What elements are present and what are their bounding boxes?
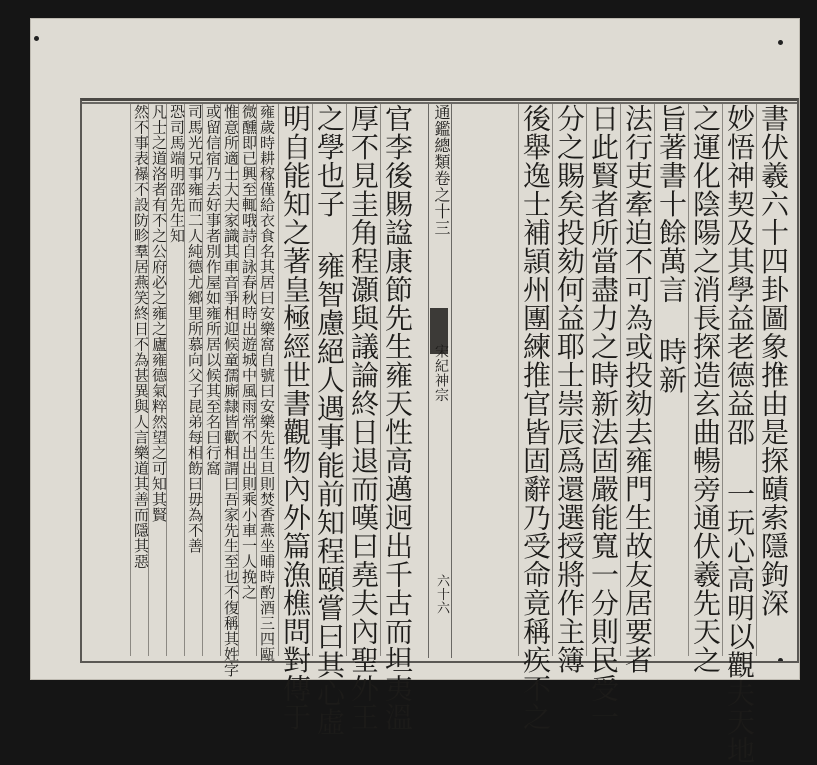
text-column-12: 明自能知之著皇極經世書觀物內外篇漁樵問對傳于: [279, 104, 312, 731]
text-column-11: 之學也子 雍智慮絕人遇事能前知程頤嘗曰其心虛: [313, 104, 346, 736]
text-column-10: 厚不見圭角程灝與議論終日退而嘆曰堯夫內聖外王: [347, 104, 380, 731]
text-column-9: 官李後賜諡康節先生雍天性高邁迥出千古而坦夷溫: [381, 104, 414, 731]
pin-mark: [778, 40, 783, 45]
small-note-1: 雍歲時耕稼僅給衣食名其居曰安樂窩自號曰安樂先生旦則焚香燕坐晡時酌酒三四甌: [258, 104, 276, 662]
small-note-2: 微醺即已興至輒哦詩自詠春秋時出遊城中風雨常不出出則乘小車一人挽之: [238, 104, 257, 656]
text-column-2: 妙悟神契及其學益老德益邵 一玩心高明以觀夫天地: [723, 104, 756, 765]
text-column-7: 分之賜矣投劾何益耶士崇辰爲還選授將作主簿: [553, 104, 586, 674]
text-column-6: 日此賢者所當盡力之時新法固嚴能寬一分則民受一: [587, 104, 620, 731]
center-column-subtitle: 宋紀神宗: [433, 344, 449, 402]
small-note-5: 司馬光兄事雍而二人純德尤鄉里所慕向父子昆弟每相飭曰毋為不善: [184, 104, 203, 656]
center-column-title: 通鑑總類卷之十三: [432, 104, 451, 236]
center-column-page: 六十六: [434, 574, 449, 615]
small-note-8: 然不事表襮不設防畛羣居燕笑終日不為甚異與人言樂道其善而隱其惡: [130, 104, 149, 656]
small-note-7: 凡士之道洛者有不之公府必之雍之廬雍德氣粹然望之可知其賢: [148, 104, 167, 656]
text-column-5: 法行吏牽迫不可為或投劾去雍門生故友居要者: [621, 104, 654, 674]
pin-mark: [34, 36, 39, 41]
text-column-8: 後舉逸士補頴州團練推官皆固辭乃受命竟稱疾不之: [519, 104, 552, 731]
text-column-3: 之運化陰陽之消長探造玄曲暢旁通伏羲先天之: [689, 104, 722, 674]
paper-sheet: [30, 18, 800, 765]
text-column-4: 旨著書十餘萬言 時新: [654, 104, 687, 656]
text-columns: [82, 104, 795, 765]
small-note-6: 恐司馬端明邵先生知: [166, 104, 185, 656]
text-column-1: 書伏羲六十四卦圖象推由是探賾索隱鉤深: [756, 104, 789, 656]
small-note-3: 惟意所適士大夫家識其車音爭相迎候童孺廝隸皆歡相謂曰吾家先生至也不復稱其姓字: [222, 104, 240, 678]
small-note-4: 或留信宿乃去好事者別作屋如雍所居以候其至名曰行窩: [202, 104, 221, 656]
